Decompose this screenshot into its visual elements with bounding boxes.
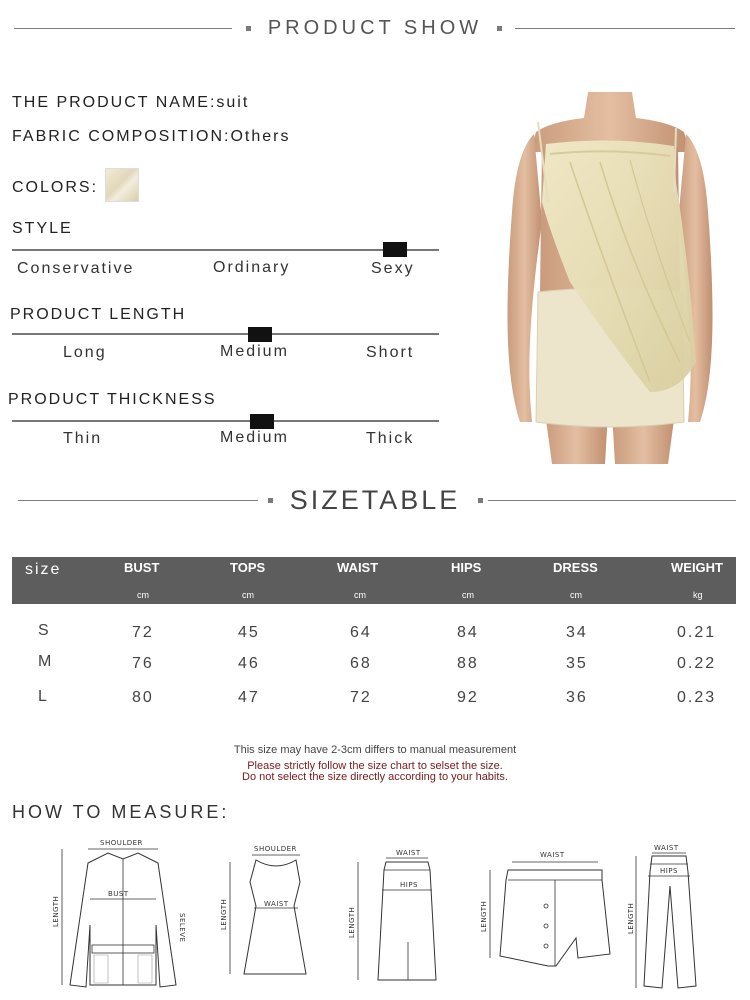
- jacket-length-label: LENGTH: [52, 895, 60, 927]
- pants-length-label: LENGTH: [627, 902, 635, 934]
- cell-tops: 47: [238, 689, 260, 706]
- dress-waist-label: WAIST: [264, 900, 289, 908]
- product-name-label: THE PRODUCT NAME:: [12, 94, 217, 111]
- thickness-label-thick: Thick: [366, 430, 415, 447]
- unit-dress: cm: [570, 590, 582, 600]
- header-waist: WAIST: [337, 560, 379, 575]
- cell-dress: 35: [566, 655, 588, 672]
- cell-size: L: [38, 688, 49, 705]
- unit-waist: cm: [354, 590, 366, 600]
- cell-bust: 76: [132, 655, 154, 672]
- header-bust: BUST: [124, 560, 160, 575]
- shorts-measure-diagram: [478, 846, 616, 974]
- length-label-medium: Medium: [220, 343, 289, 360]
- skirt-length-label: LENGTH: [348, 906, 356, 938]
- jacket-sleeve-label: SELEVE: [178, 913, 186, 943]
- cell-waist: 64: [350, 624, 372, 641]
- cell-weight: 0.22: [677, 655, 717, 672]
- product-show-header: [0, 8, 750, 48]
- pants-hips-label: HIPS: [660, 867, 678, 875]
- shorts-length-label: LENGTH: [480, 900, 488, 932]
- sizetable-title: SIZETABLE: [289, 485, 461, 515]
- unit-hips: cm: [462, 590, 474, 600]
- dress-measure-diagram: [218, 842, 310, 982]
- cell-hips: 84: [457, 624, 479, 641]
- cell-weight: 0.23: [677, 689, 717, 706]
- cell-tops: 45: [238, 624, 260, 641]
- style-scale-line: [12, 249, 439, 251]
- cell-dress: 34: [566, 624, 588, 641]
- cell-weight: 0.21: [677, 624, 717, 641]
- thickness-scale-marker: [250, 414, 274, 429]
- cell-hips: 88: [457, 655, 479, 672]
- header-dress: DRESS: [553, 560, 598, 575]
- fabric-row: [12, 128, 290, 146]
- dress-length-label: LENGTH: [220, 898, 228, 930]
- color-swatch[interactable]: [105, 168, 139, 202]
- jacket-bust-label: BUST: [108, 890, 129, 898]
- cell-size: M: [38, 653, 54, 670]
- thickness-label-thin: Thin: [63, 430, 103, 447]
- sizetable-header: [0, 480, 750, 520]
- thickness-label-medium: Medium: [220, 429, 289, 446]
- style-label-conservative: Conservative: [17, 260, 135, 277]
- length-label-short: Short: [366, 344, 415, 361]
- unit-weight: kg: [693, 590, 703, 600]
- how-to-measure-title: HOW TO MEASURE:: [12, 802, 230, 822]
- size-table-header: [12, 557, 736, 604]
- jacket-measure-diagram: [48, 835, 198, 993]
- style-scale-marker: [383, 242, 407, 257]
- fabric-value: Others: [230, 128, 291, 145]
- header-tops: TOPS: [230, 560, 266, 575]
- skirt-waist-label: WAIST: [396, 849, 421, 857]
- thickness-scale-line: [12, 420, 439, 422]
- header-weight: WEIGHT: [671, 560, 723, 575]
- style-label-ordinary: Ordinary: [213, 259, 291, 276]
- product-name-row: [12, 94, 249, 112]
- cell-bust: 72: [132, 624, 154, 641]
- cell-bust: 80: [132, 689, 154, 706]
- cell-tops: 46: [238, 655, 260, 672]
- cell-hips: 92: [457, 689, 479, 706]
- header-size: size: [25, 561, 62, 578]
- size-chart-warning: Please strictly follow the size chart to selset the size.: [247, 760, 503, 772]
- shorts-waist-label: WAIST: [540, 851, 565, 859]
- length-scale-marker: [248, 327, 272, 342]
- product-show-title: PRODUCT SHOW: [267, 17, 483, 39]
- cell-dress: 36: [566, 689, 588, 706]
- style-label-sexy: Sexy: [371, 260, 415, 277]
- measurement-note: This size may have 2-3cm differs to manual measurement: [233, 744, 517, 756]
- colors-label: COLORS:: [12, 179, 99, 196]
- unit-bust: cm: [137, 590, 149, 600]
- header-hips: HIPS: [451, 560, 482, 575]
- pants-waist-label: WAIST: [654, 844, 679, 852]
- length-scale-line: [12, 333, 439, 335]
- unit-tops: cm: [242, 590, 254, 600]
- length-label-long: Long: [63, 344, 107, 361]
- cell-size: S: [38, 622, 51, 639]
- size-habit-warning: Do not select the size directly according to your habits.: [242, 771, 508, 783]
- product-model-photo: [490, 92, 730, 464]
- fabric-label: FABRIC COMPOSITION:: [12, 128, 231, 145]
- skirt-measure-diagram: [342, 842, 444, 984]
- dress-shoulder-label: SHOULDER: [254, 845, 297, 853]
- style-title: STYLE: [12, 220, 73, 237]
- cell-waist: 72: [350, 689, 372, 706]
- jacket-shoulder-label: SHOULDER: [100, 839, 143, 847]
- product-name-value: suit: [216, 94, 250, 111]
- length-title: PRODUCT LENGTH: [10, 306, 187, 323]
- cell-waist: 68: [350, 655, 372, 672]
- thickness-title: PRODUCT THICKNESS: [8, 391, 217, 408]
- skirt-hips-label: HIPS: [400, 881, 418, 889]
- pants-measure-diagram: [624, 842, 704, 992]
